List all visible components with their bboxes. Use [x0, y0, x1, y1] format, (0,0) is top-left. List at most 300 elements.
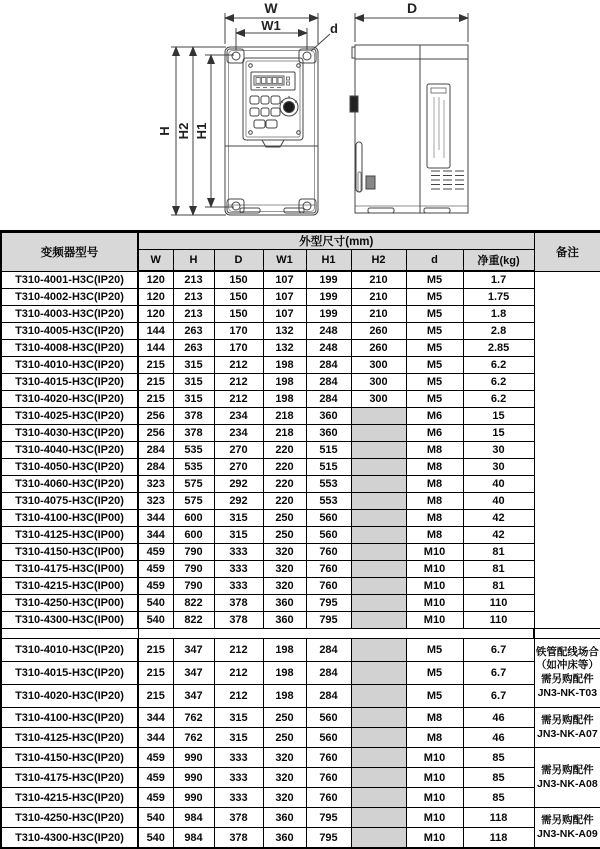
- dim-cell: M5: [406, 357, 463, 374]
- dim-cell: 6.7: [463, 685, 534, 708]
- table-row: [1, 357, 600, 374]
- dim-cell: M5: [406, 340, 463, 357]
- dim-cell: 459: [138, 561, 173, 578]
- dim-cell: 40: [463, 493, 534, 510]
- dim-cell: 790: [173, 544, 214, 561]
- model-cell: T310-4025-H3C(IP20): [1, 408, 138, 425]
- dim-cell: 150: [214, 306, 263, 323]
- dim-cell: 320: [263, 788, 306, 808]
- dim-cell: M6: [406, 425, 463, 442]
- dim-cell: M10: [406, 595, 463, 612]
- dim-cell: 760: [306, 788, 351, 808]
- dim-cell: 107: [263, 306, 306, 323]
- dim-cell: 553: [306, 493, 351, 510]
- dim-cell: 378: [214, 595, 263, 612]
- drawing-svg: [0, 0, 600, 230]
- dim-cell: 1.75: [463, 289, 534, 306]
- dim-cell: 790: [173, 578, 214, 595]
- spacer-cell: [138, 629, 534, 639]
- dim-cell: 560: [306, 510, 351, 527]
- table-row: [1, 768, 600, 788]
- dim-cell: 218: [263, 425, 306, 442]
- dim-label-h1: H1: [194, 122, 209, 140]
- model-cell: T310-4015-H3C(IP20): [1, 662, 138, 685]
- table-row: [1, 476, 600, 493]
- model-cell: T310-4060-H3C(IP20): [1, 476, 138, 493]
- dim-cell: 990: [173, 788, 214, 808]
- dim-cell: [351, 544, 406, 561]
- header-dims-group: 外型尺寸(mm): [138, 232, 534, 250]
- dim-cell: [351, 493, 406, 510]
- dim-cell: 378: [173, 408, 214, 425]
- dim-cell: 760: [306, 544, 351, 561]
- dim-cell: 360: [263, 595, 306, 612]
- dim-cell: [351, 476, 406, 493]
- dim-cell: 215: [138, 639, 173, 662]
- table-row: [1, 748, 600, 768]
- table-row: [1, 391, 600, 408]
- dim-cell: 575: [173, 493, 214, 510]
- dim-cell: 333: [214, 788, 263, 808]
- table-row: [1, 425, 600, 442]
- table-row: [1, 544, 600, 561]
- dim-cell: 1.7: [463, 271, 534, 289]
- dim-cell: 107: [263, 271, 306, 289]
- dim-cell: 600: [173, 510, 214, 527]
- dim-cell: 347: [173, 639, 214, 662]
- dim-cell: 284: [306, 639, 351, 662]
- dim-cell: [351, 578, 406, 595]
- dim-cell: 459: [138, 768, 173, 788]
- dim-cell: 315: [173, 391, 214, 408]
- dim-cell: 360: [306, 408, 351, 425]
- dim-label-w: W: [264, 0, 278, 16]
- model-cell: T310-4250-H3C(IP00): [1, 595, 138, 612]
- dim-cell: 292: [214, 493, 263, 510]
- dim-cell: 85: [463, 768, 534, 788]
- dim-cell: 170: [214, 323, 263, 340]
- dim-cell: 270: [214, 442, 263, 459]
- table-row: [1, 639, 600, 662]
- dim-cell: 540: [138, 612, 173, 629]
- dim-cell: M5: [406, 374, 463, 391]
- dim-cell: 790: [173, 561, 214, 578]
- dim-cell: 795: [306, 808, 351, 828]
- dim-cell: M8: [406, 527, 463, 544]
- dim-cell: 315: [214, 510, 263, 527]
- dim-cell: 320: [263, 768, 306, 788]
- dim-cell: [351, 527, 406, 544]
- dim-cell: 81: [463, 578, 534, 595]
- dim-cell: 110: [463, 612, 534, 629]
- dim-cell: 198: [263, 357, 306, 374]
- model-cell: T310-4215-H3C(IP00): [1, 578, 138, 595]
- dim-label-d-depth: D: [406, 0, 418, 16]
- model-cell: T310-4150-H3C(IP00): [1, 544, 138, 561]
- remark-cell: [534, 271, 600, 629]
- dim-cell: M5: [406, 685, 463, 708]
- dim-cell: 360: [263, 808, 306, 828]
- table-row: [1, 685, 600, 708]
- dim-cell: 333: [214, 768, 263, 788]
- dim-cell: 250: [263, 728, 306, 748]
- dim-cell: 360: [263, 828, 306, 849]
- dim-cell: 535: [173, 442, 214, 459]
- table-row: [1, 708, 600, 728]
- dim-cell: 284: [306, 685, 351, 708]
- dim-cell: 6.2: [463, 357, 534, 374]
- dim-cell: 990: [173, 748, 214, 768]
- model-cell: T310-4003-H3C(IP20): [1, 306, 138, 323]
- dim-cell: 46: [463, 708, 534, 728]
- table-row: [1, 662, 600, 685]
- model-cell: T310-4215-H3C(IP20): [1, 788, 138, 808]
- remark-cell: 铁管配线场合 （如冲床等） 需另购配件 JN3-NK-T03: [534, 639, 600, 708]
- side-view-drawing: [350, 13, 468, 213]
- dim-cell: 762: [173, 728, 214, 748]
- dim-cell: 284: [306, 357, 351, 374]
- dim-cell: M8: [406, 728, 463, 748]
- table-row: [1, 808, 600, 828]
- dim-cell: 270: [214, 459, 263, 476]
- dimension-drawings: [0, 0, 600, 230]
- dim-cell: 215: [138, 374, 173, 391]
- model-cell: T310-4175-H3C(IP00): [1, 561, 138, 578]
- model-cell: T310-4001-H3C(IP20): [1, 271, 138, 289]
- dim-label-w1: W1: [261, 18, 281, 33]
- dim-cell: 378: [214, 828, 263, 849]
- dim-cell: 320: [263, 748, 306, 768]
- dim-cell: M10: [406, 768, 463, 788]
- dim-cell: [351, 510, 406, 527]
- dim-cell: 540: [138, 808, 173, 828]
- dim-cell: 210: [351, 306, 406, 323]
- dim-cell: 360: [306, 425, 351, 442]
- dim-cell: 515: [306, 442, 351, 459]
- dim-cell: [351, 828, 406, 849]
- dim-cell: [351, 408, 406, 425]
- dim-cell: M5: [406, 323, 463, 340]
- dim-cell: 212: [214, 662, 263, 685]
- dim-cell: 540: [138, 595, 173, 612]
- dim-cell: 553: [306, 476, 351, 493]
- dim-cell: M5: [406, 289, 463, 306]
- model-cell: T310-4300-H3C(IP00): [1, 612, 138, 629]
- dim-cell: 315: [214, 728, 263, 748]
- dim-cell: 234: [214, 425, 263, 442]
- header-d-hole: d: [406, 250, 463, 272]
- dim-cell: 1.8: [463, 306, 534, 323]
- dim-cell: [351, 708, 406, 728]
- dim-cell: M8: [406, 476, 463, 493]
- dim-cell: [351, 685, 406, 708]
- dim-cell: M10: [406, 788, 463, 808]
- dim-cell: 344: [138, 510, 173, 527]
- header-weight: 净重(kg): [463, 250, 534, 272]
- dim-cell: 575: [173, 476, 214, 493]
- model-cell: T310-4040-H3C(IP20): [1, 442, 138, 459]
- dim-cell: M10: [406, 828, 463, 849]
- dim-cell: 46: [463, 728, 534, 748]
- model-cell: T310-4100-H3C(IP20): [1, 708, 138, 728]
- spacer-row: [1, 629, 600, 639]
- dim-cell: M10: [406, 544, 463, 561]
- dim-cell: 120: [138, 271, 173, 289]
- dim-cell: 378: [173, 425, 214, 442]
- dim-cell: 212: [214, 391, 263, 408]
- dim-cell: 263: [173, 323, 214, 340]
- dim-cell: 250: [263, 527, 306, 544]
- dim-cell: 213: [173, 271, 214, 289]
- dim-cell: 292: [214, 476, 263, 493]
- model-cell: T310-4015-H3C(IP20): [1, 374, 138, 391]
- dim-cell: M10: [406, 561, 463, 578]
- dim-cell: 30: [463, 442, 534, 459]
- dim-cell: 320: [263, 578, 306, 595]
- dim-cell: 315: [173, 357, 214, 374]
- dim-cell: 535: [173, 459, 214, 476]
- dimension-table: [0, 230, 600, 849]
- dim-cell: 42: [463, 527, 534, 544]
- dim-cell: [351, 612, 406, 629]
- dim-cell: 760: [306, 578, 351, 595]
- table-row: [1, 289, 600, 306]
- dim-label-h: H: [157, 126, 172, 136]
- dim-cell: 110: [463, 595, 534, 612]
- dim-cell: 2.8: [463, 323, 534, 340]
- header-w1: W1: [263, 250, 306, 272]
- dim-cell: 218: [263, 408, 306, 425]
- model-cell: T310-4100-H3C(IP00): [1, 510, 138, 527]
- mounting-hook-icon: [350, 96, 358, 112]
- dim-cell: 15: [463, 408, 534, 425]
- dim-cell: 762: [173, 708, 214, 728]
- dim-cell: 150: [214, 271, 263, 289]
- dim-cell: 81: [463, 561, 534, 578]
- dim-cell: 984: [173, 808, 214, 828]
- dim-cell: 347: [173, 685, 214, 708]
- dim-cell: 215: [138, 662, 173, 685]
- table-row: [1, 323, 600, 340]
- table-row: [1, 306, 600, 323]
- dim-cell: 198: [263, 391, 306, 408]
- table-row: [1, 788, 600, 808]
- model-cell: T310-4250-H3C(IP20): [1, 808, 138, 828]
- dim-cell: 132: [263, 340, 306, 357]
- dim-cell: 118: [463, 808, 534, 828]
- dim-cell: 984: [173, 828, 214, 849]
- model-cell: T310-4020-H3C(IP20): [1, 391, 138, 408]
- table-row: [1, 527, 600, 544]
- model-cell: T310-4125-H3C(IP20): [1, 728, 138, 748]
- header-remark: 备注: [534, 232, 600, 272]
- dim-cell: 6.2: [463, 391, 534, 408]
- model-cell: T310-4008-H3C(IP20): [1, 340, 138, 357]
- dim-cell: 560: [306, 708, 351, 728]
- table-header: [1, 232, 600, 272]
- dim-cell: 990: [173, 768, 214, 788]
- dim-cell: 333: [214, 748, 263, 768]
- dim-cell: 199: [306, 289, 351, 306]
- dim-cell: 213: [173, 289, 214, 306]
- table-row: [1, 510, 600, 527]
- model-cell: T310-4125-H3C(IP00): [1, 527, 138, 544]
- dim-cell: [351, 639, 406, 662]
- dim-cell: 199: [306, 271, 351, 289]
- dim-cell: 260: [351, 340, 406, 357]
- dim-label-h2: H2: [176, 122, 191, 140]
- model-cell: T310-4075-H3C(IP20): [1, 493, 138, 510]
- model-cell: T310-4300-H3C(IP20): [1, 828, 138, 849]
- dim-cell: M8: [406, 493, 463, 510]
- model-cell: T310-4005-H3C(IP20): [1, 323, 138, 340]
- dim-cell: [351, 748, 406, 768]
- table-row: [1, 374, 600, 391]
- table-body: [1, 271, 600, 848]
- dim-cell: 344: [138, 708, 173, 728]
- dim-cell: 333: [214, 561, 263, 578]
- dim-cell: [351, 662, 406, 685]
- dim-cell: 347: [173, 662, 214, 685]
- dim-cell: [351, 768, 406, 788]
- front-view-drawing: [171, 13, 330, 215]
- table-row: [1, 578, 600, 595]
- dim-cell: 30: [463, 459, 534, 476]
- model-cell: T310-4010-H3C(IP20): [1, 357, 138, 374]
- dim-cell: 150: [214, 289, 263, 306]
- dim-cell: 344: [138, 728, 173, 748]
- model-cell: T310-4175-H3C(IP20): [1, 768, 138, 788]
- dim-cell: 198: [263, 374, 306, 391]
- dim-cell: 284: [138, 459, 173, 476]
- header-d: D: [214, 250, 263, 272]
- dim-cell: 118: [463, 828, 534, 849]
- dim-cell: M10: [406, 808, 463, 828]
- dim-cell: M6: [406, 408, 463, 425]
- table-row: [1, 271, 600, 289]
- dim-cell: [351, 808, 406, 828]
- dim-cell: 360: [263, 612, 306, 629]
- dim-label-d-hole: d: [330, 21, 338, 36]
- dim-cell: 248: [306, 323, 351, 340]
- dim-cell: [351, 728, 406, 748]
- model-cell: T310-4002-H3C(IP20): [1, 289, 138, 306]
- dim-cell: 212: [214, 357, 263, 374]
- dim-cell: 220: [263, 476, 306, 493]
- dim-cell: 144: [138, 323, 173, 340]
- dim-cell: 320: [263, 544, 306, 561]
- spacer-cell: [534, 629, 600, 639]
- dim-cell: [351, 595, 406, 612]
- dim-cell: 760: [306, 768, 351, 788]
- dim-cell: 199: [306, 306, 351, 323]
- dim-cell: 300: [351, 374, 406, 391]
- dim-cell: 198: [263, 662, 306, 685]
- dim-cell: 560: [306, 728, 351, 748]
- dim-cell: [351, 425, 406, 442]
- table-row: [1, 828, 600, 849]
- dim-cell: 760: [306, 748, 351, 768]
- dim-cell: 284: [306, 391, 351, 408]
- header-h2: H2: [351, 250, 406, 272]
- dim-cell: 210: [351, 271, 406, 289]
- dim-cell: 248: [306, 340, 351, 357]
- dim-cell: M8: [406, 510, 463, 527]
- dim-cell: 212: [214, 639, 263, 662]
- dim-cell: 760: [306, 561, 351, 578]
- dim-cell: 515: [306, 459, 351, 476]
- dim-cell: 260: [351, 323, 406, 340]
- spacer-cell: [1, 629, 138, 639]
- dim-cell: 85: [463, 748, 534, 768]
- dim-cell: M8: [406, 459, 463, 476]
- dim-cell: 132: [263, 323, 306, 340]
- dim-cell: 315: [214, 527, 263, 544]
- model-cell: T310-4030-H3C(IP20): [1, 425, 138, 442]
- dim-cell: 107: [263, 289, 306, 306]
- dim-cell: 263: [173, 340, 214, 357]
- model-cell: T310-4050-H3C(IP20): [1, 459, 138, 476]
- dim-cell: M10: [406, 748, 463, 768]
- dim-cell: 333: [214, 544, 263, 561]
- table-row: [1, 728, 600, 748]
- dim-cell: 459: [138, 748, 173, 768]
- dim-cell: 320: [263, 561, 306, 578]
- dim-cell: 6.7: [463, 662, 534, 685]
- remark-cell: 需另购配件 JN3-NK-A08: [534, 748, 600, 808]
- dim-cell: 344: [138, 527, 173, 544]
- dim-cell: 300: [351, 357, 406, 374]
- dim-cell: 459: [138, 578, 173, 595]
- dim-cell: M10: [406, 578, 463, 595]
- dim-cell: 459: [138, 544, 173, 561]
- dim-cell: 170: [214, 340, 263, 357]
- dim-cell: 284: [306, 662, 351, 685]
- dim-cell: 220: [263, 459, 306, 476]
- dim-cell: 250: [263, 708, 306, 728]
- dim-cell: 15: [463, 425, 534, 442]
- dim-cell: 6.7: [463, 639, 534, 662]
- dim-cell: 120: [138, 289, 173, 306]
- model-cell: T310-4020-H3C(IP20): [1, 685, 138, 708]
- dim-cell: 6.2: [463, 374, 534, 391]
- dim-cell: 560: [306, 527, 351, 544]
- dim-cell: 42: [463, 510, 534, 527]
- dim-cell: 822: [173, 612, 214, 629]
- dim-cell: 250: [263, 510, 306, 527]
- dim-cell: 795: [306, 828, 351, 849]
- dim-cell: 323: [138, 476, 173, 493]
- dim-cell: 210: [351, 289, 406, 306]
- dim-cell: M5: [406, 662, 463, 685]
- dim-cell: 378: [214, 612, 263, 629]
- dim-cell: 256: [138, 408, 173, 425]
- header-model: 变频器型号: [1, 232, 138, 272]
- dim-cell: 220: [263, 493, 306, 510]
- table-row: [1, 595, 600, 612]
- remark-cell: 需另购配件 JN3-NK-A07: [534, 708, 600, 748]
- dim-cell: [351, 459, 406, 476]
- table-row: [1, 408, 600, 425]
- dim-cell: 213: [173, 306, 214, 323]
- dim-cell: 2.85: [463, 340, 534, 357]
- table-row: [1, 612, 600, 629]
- dim-cell: M10: [406, 612, 463, 629]
- dim-cell: 215: [138, 685, 173, 708]
- table-row: [1, 493, 600, 510]
- model-cell: T310-4150-H3C(IP20): [1, 748, 138, 768]
- dim-cell: [351, 442, 406, 459]
